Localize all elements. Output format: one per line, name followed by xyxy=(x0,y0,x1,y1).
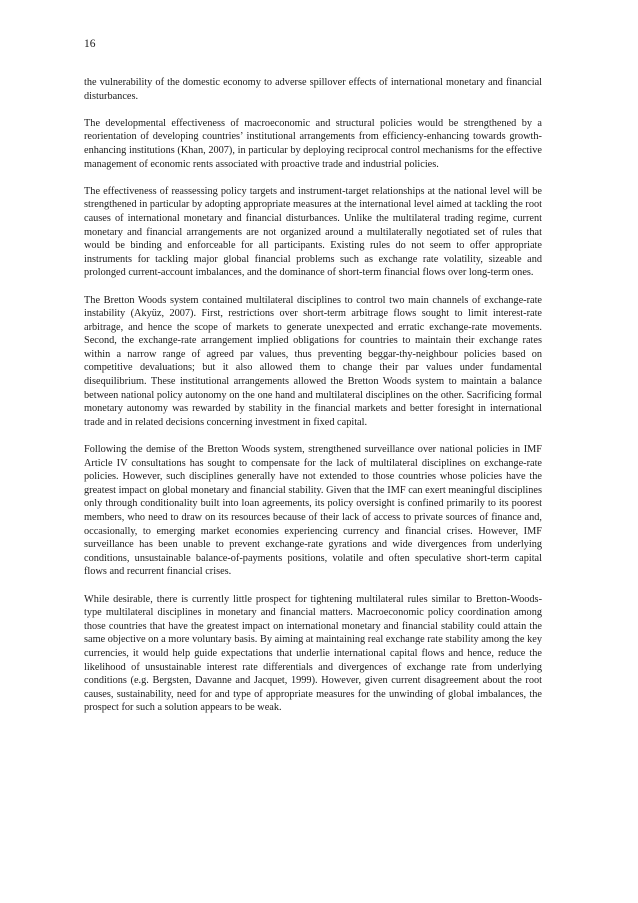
paragraph-6: While desirable, there is currently little prospect for tightening multilateral rules similar to Bretton-Woods-type multilateral disciplines in monetary and financial matters. Macroeconomic policy coordination among those countries that have the greatest impact on international monetary and financial stability could attain the same objective on a more voluntary basis. By aiming at maintaining real exchange rate stability among the key currencies, it would help guide expectations that underlie international capital flows and hence, reduce the likelihood of unsustainable interest rate differentials and divergences of exchange rate from underlying conditions (e.g. Bergsten, Davanne and Jacquet, 1999). However, given current disagreement about the root causes, sustainability, need for and type of appropriate measures for the unwinding of global imbalances, the prospect for such a solution appears to be weak. xyxy=(84,593,542,714)
paragraph-1: the vulnerability of the domestic economy to adverse spillover effects of international monetary and financial disturbances. xyxy=(84,77,542,102)
paragraph-5: Following the demise of the Bretton Woods system, strengthened surveillance over national policies in IMF Article IV consultations has sought to compensate for the lack of multilateral disciplines on exchange-rate policies. However, such disciplines generally have not extended to those countries whose policies have the greatest impact on global monetary and financial stability. Given that the IMF can exert meaningful disciplines only through conditionality built into loan agreements, its policy oversight is confined primarily to its poorest members, who need to draw on its resources because of their lack of access to private sources of finance and, occasionally, to emerging market economies experiencing currency and financial crises. However, IMF surveillance has been unable to prevent exchange-rate gyrations and wide divergences from underlying conditions, unsustainable balance-of-payments positions, volatile and often speculative short-term capital flows and recurrent financial crises. xyxy=(84,444,542,578)
page-number: 16 xyxy=(84,38,96,50)
paragraph-3: The effectiveness of reassessing policy targets and instrument-target relationships at the national level will be strengthened in particular by adopting appropriate measures at the international level aimed at tackling the root causes of international monetary and financial disturbances. Unlike the multilateral trading regime, current monetary and financial arrangements are not organized around a multilaterally negotiated set of rules that would be binding and enforceable for all participants. Existing rules do not seem to offer appropriate instruments for tackling major global financial problems such as exchange rate volatility, sizeable and prolonged current-account imbalances, and the dominance of short-term financial flows over long-term ones. xyxy=(84,185,542,279)
paragraph-4: The Bretton Woods system contained multilateral disciplines to control two main channels of exchange-rate instability (Akyüz, 2007). First, restrictions over short-term arbitrage flows sought to limit interest-rate arbitrage, and hence the scope of markets to generate unexpected and erratic exchange-rate movements. Second, the exchange-rate arrangement implied obligations for countries to maintain their exchange rates within a narrow range of agreed par values, thus preventing beggar-thy-neighbour policies based on competitive devaluations; but it also allowed them to change their par values under fundamental disequilibrium. These institutional arrangements allowed the Bretton Woods system to maintain a balance between national policy autonomy on the one hand and multilateral disciplines on the other. Sacrificing formal monetary autonomy was rewarded by stability in the financial markets and better foresight in international trade and in related decisions concerning investment in fixed capital. xyxy=(84,294,542,428)
paragraph-2: The developmental effectiveness of macroeconomic and structural policies would be strengthened by a reorientation of developing countries’ institutional arrangements from efficiency-enhancing towards growth-enhancing institutions (Khan, 2007), in particular by deploying reciprocal control mechanisms for the effective management of economic rents associated with proactive trade and industrial policies. xyxy=(84,117,542,170)
document-body xyxy=(84,76,542,715)
